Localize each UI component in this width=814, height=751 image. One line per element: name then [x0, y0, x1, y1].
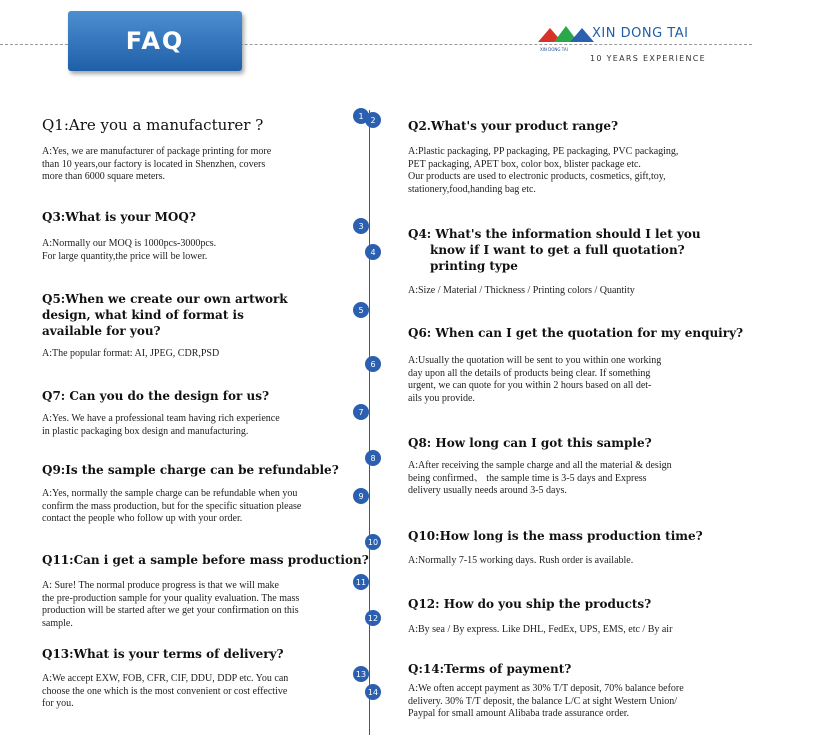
- faq-question-12: Q12: How do you ship the products?: [408, 597, 652, 611]
- faq-answer-12: A:By sea / By express. Like DHL, FedEx, UPS, EMS, etc / By air: [408, 624, 673, 635]
- faq-question-6: Q6: When can I get the quotation for my enquiry?: [408, 326, 744, 340]
- faq-question-11: Q11:Can i get a sample before mass production?: [42, 553, 369, 567]
- faq-question-1: Q1:Are you a manufacturer ?: [42, 116, 264, 134]
- faq-answer-4: A:Size / Material / Thickness / Printing colors / Quantity: [408, 285, 635, 296]
- faq-question-14: Q:14:Terms of payment?: [408, 662, 572, 676]
- timeline-dot-8: 8: [365, 450, 381, 466]
- timeline-dot-9: 9: [353, 488, 369, 504]
- faq-answer-6: A:Usually the quotation will be sent to you within one working day upon all the details of products being clear. If something urgent, we can quote for you within 2 hours based on all det- ails you provide.: [408, 355, 662, 404]
- faq-answer-3: A:Normally our MOQ is 1000pcs-3000pcs. For large quantity,the price will be lower.: [42, 238, 217, 262]
- timeline-dot-1: 1: [353, 108, 369, 124]
- faq-question-13: Q13:What is your terms of delivery?: [42, 647, 284, 661]
- timeline-dot-3: 3: [353, 218, 369, 234]
- faq-answer-9: A:Yes, normally the sample charge can be refundable when you confirm the mass production, but for the specific situation please contact the people who follow up with your order.: [42, 488, 302, 524]
- faq-title-tab: FAQ: [68, 11, 242, 71]
- faq-answer-13: A:We accept EXW, FOB, CFR, CIF, DDU, DDP etc. You can choose the one which is the most convenient or cost effective for you.: [42, 673, 289, 709]
- brand-tagline: 10 YEARS EXPERIENCE: [590, 54, 707, 63]
- faq-answer-10: A:Normally 7-15 working days. Rush order is available.: [408, 555, 634, 566]
- faq-question-3: Q3:What is your MOQ?: [42, 210, 196, 224]
- timeline-line: [369, 110, 370, 735]
- company-logo-icon: [536, 22, 596, 46]
- faq-answer-1: A:Yes, we are manufacturer of package printing for more than 10 years,our factory is located in Shenzhen, covers more than 6000 square meters.: [42, 146, 272, 182]
- timeline-dot-4: 4: [365, 244, 381, 260]
- timeline-dot-10: 10: [365, 534, 381, 550]
- faq-question-2: Q2.What's your product range?: [408, 119, 619, 133]
- timeline-dot-2: 2: [365, 112, 381, 128]
- faq-question-8: Q8: How long can I got this sample?: [408, 436, 652, 450]
- timeline-dot-13: 13: [353, 666, 369, 682]
- timeline-dot-11: 11: [353, 574, 369, 590]
- faq-answer-5: A:The popular format: AI, JPEG, CDR,PSD: [42, 348, 220, 359]
- timeline-dot-12: 12: [365, 610, 381, 626]
- timeline-dot-5: 5: [353, 302, 369, 318]
- faq-answer-11: A: Sure! The normal produce progress is that we will make the pre-production sample for your quality evaluation. The mass production will be started after we get your confirmation on this sample.: [42, 580, 300, 629]
- faq-answer-14: A:We often accept payment as 30% T/T deposit, 70% balance before delivery. 30% T/T deposit, the balance L/C at sight Western Union/ Paypal for small amount Alibaba trade assurance order.: [408, 683, 684, 719]
- faq-answer-7: A:Yes. We have a professional team having rich experience in plastic packaging box design and manufacturing.: [42, 413, 280, 437]
- timeline-dot-14: 14: [365, 684, 381, 700]
- timeline-dot-7: 7: [353, 404, 369, 420]
- faq-question-4: Q4: What's the information should I let you know if I want to get a full quotation? printing type: [408, 227, 701, 273]
- faq-question-5: Q5:When we create our own artwork design, what kind of format is available for you?: [42, 292, 288, 338]
- faq-question-10: Q10:How long is the mass production time?: [408, 529, 703, 543]
- faq-question-9: Q9:Is the sample charge can be refundable?: [42, 463, 339, 477]
- faq-answer-2: A:Plastic packaging, PP packaging, PE packaging, PVC packaging, PET packaging, APET box, color box, blister package etc. Our products are used to electronic products, cosmetics, gift,toy, stationery,food,handing bag etc.: [408, 146, 679, 195]
- timeline-dot-6: 6: [365, 356, 381, 372]
- faq-question-7: Q7: Can you do the design for us?: [42, 389, 269, 403]
- logo-text: XIN DONG TAI: [540, 47, 568, 52]
- faq-answer-8: A:After receiving the sample charge and all the material & design being confirmed、 the sample time is 3-5 days and Express delivery usually needs around 3-5 days.: [408, 460, 672, 496]
- brand-name: XIN DONG TAI: [592, 26, 689, 41]
